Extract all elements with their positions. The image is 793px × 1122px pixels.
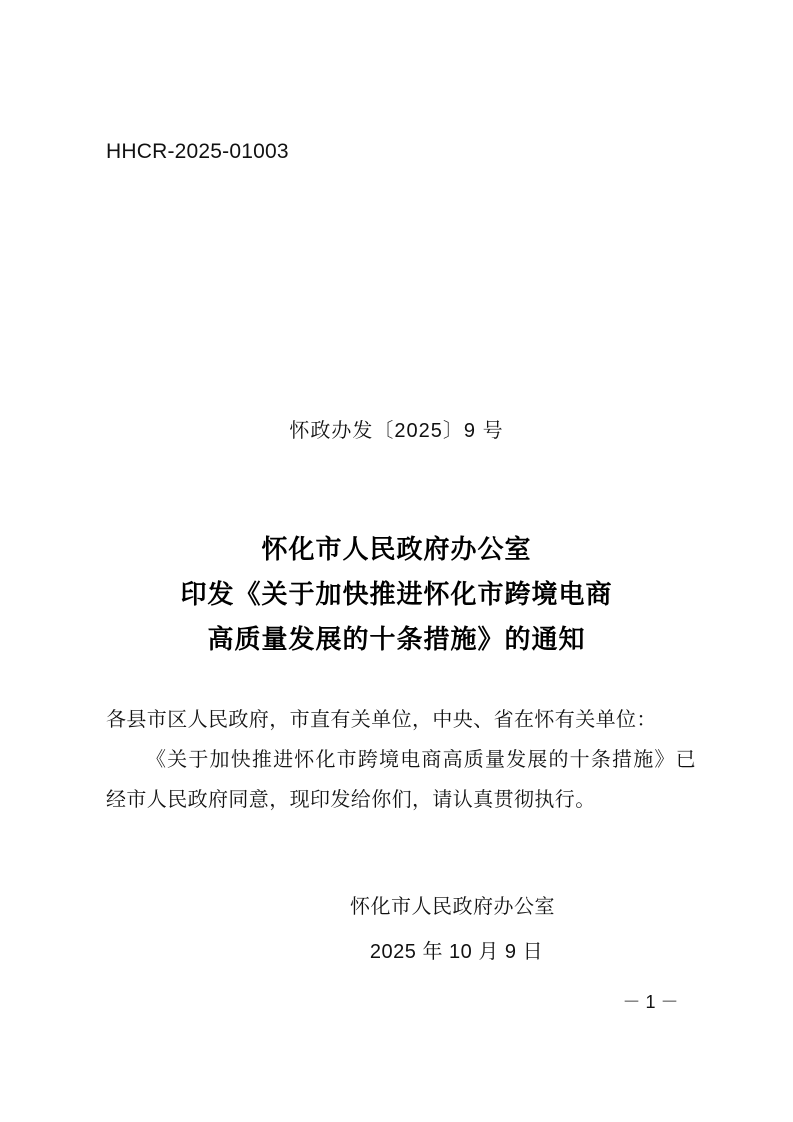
title-line-3: 高质量发展的十条措施》的通知 [207, 624, 586, 654]
title-line-1: 怀化市人民政府办公室 [261, 534, 532, 564]
signature-organization: 怀化市人民政府办公室 [350, 896, 555, 918]
issue-number: 怀政办发〔2025〕9 号 [289, 420, 504, 442]
page-number: － 1 － [622, 992, 679, 1012]
document-title [0, 527, 793, 662]
signature-block [0, 885, 793, 975]
body-paragraph: 《关于加快推进怀化市跨境电商高质量发展的十条措施》已经市人民政府同意，现印发给你们，请认真贯彻执行。 [106, 749, 696, 811]
signature-date: 2025 年 10 月 9 日 [369, 941, 544, 963]
document-number: HHCR-2025-01003 [106, 140, 289, 163]
document-body [106, 700, 696, 820]
title-line-2: 印发《关于加快推进怀化市跨境电商 [180, 579, 613, 609]
recipients-line: 各县市区人民政府，市直有关单位，中央、省在怀有关单位： [106, 709, 657, 731]
